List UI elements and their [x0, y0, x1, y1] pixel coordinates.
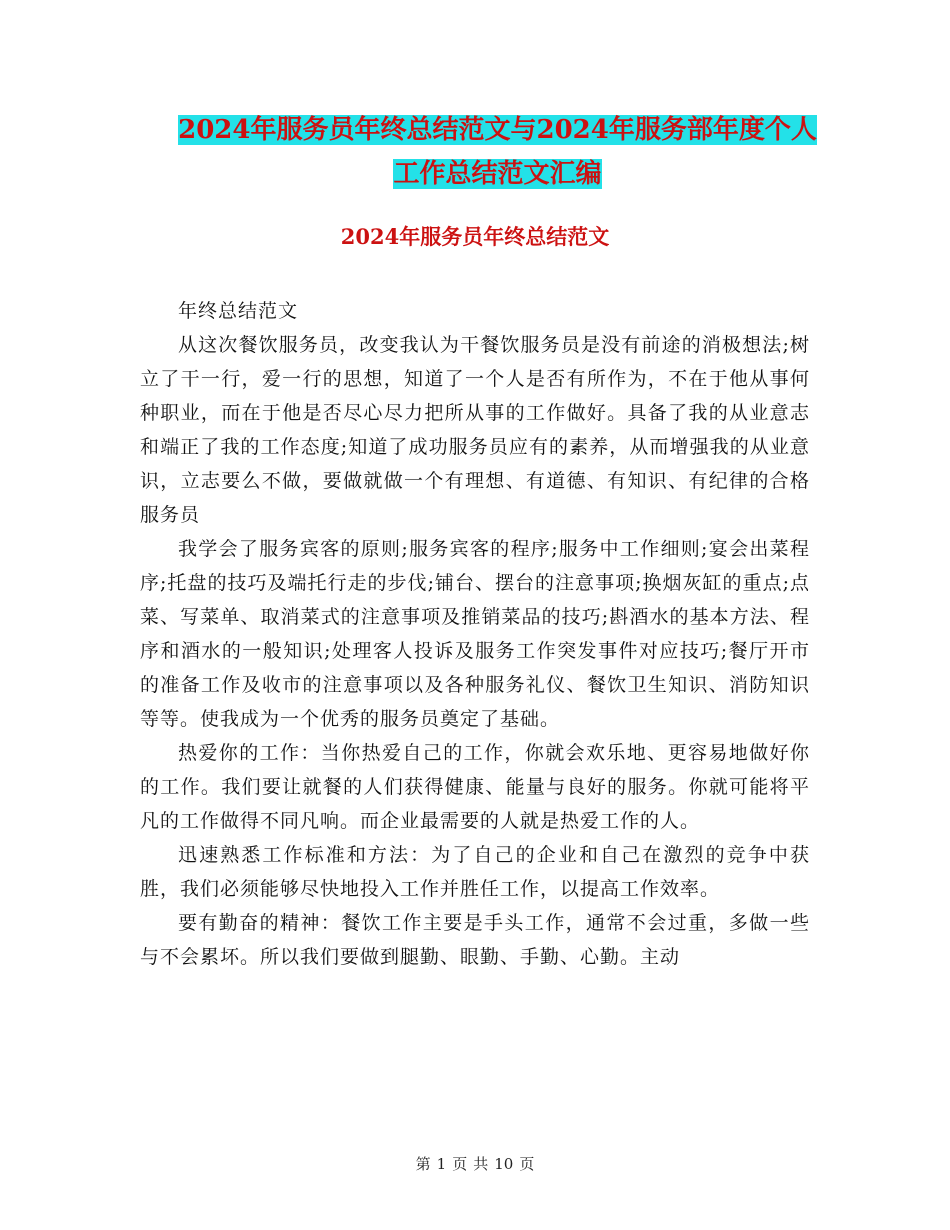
paragraph-subtitle: 年终总结范文	[178, 300, 299, 322]
footer-current-page: 1	[436, 1155, 447, 1173]
paragraph: 要有勤奋的精神：餐饮工作主要是手头工作，通常不会过重，多做一些与不会累坏。所以我们要做到腿勤、眼勤、手勤、心勤。主动	[140, 912, 810, 968]
paragraph: 迅速熟悉工作标准和方法：为了自己的企业和自己在激烈的竞争中获胜，我们必须能够尽快地投入工作并胜任工作，以提高工作效率。	[140, 844, 810, 900]
document-title	[140, 108, 855, 196]
paragraph: 热爱你的工作：当你热爱自己的工作，你就会欢乐地、更容易地做好你的工作。我们要让就餐的人们获得健康、能量与良好的服务。你就可能将平凡的工作做得不同凡响。而企业最需要的人就是热爱工作的人。	[140, 742, 810, 832]
paragraph: 从这次餐饮服务员，改变我认为干餐饮服务员是没有前途的消极想法;树立了干一行，爱一行的思想，知道了一个人是否有所作为，不在于他从事何种职业，而在于他是否尽心尽力把所从事的工作做好。具备了我的从业意志和端正了我的工作态度;知道了成功服务员应有的素养，从而增强我的从业意识，立志要么不做，要做就做一个有理想、有道德、有知识、有纪律的合格服务员	[140, 334, 810, 526]
footer-label-total: 共	[473, 1155, 489, 1173]
paragraph: 我学会了服务宾客的原则;服务宾客的程序;服务中工作细则;宴会出菜程序;托盘的技巧及端托行走的步伐;铺台、摆台的注意事项;换烟灰缸的重点;点菜、写菜单、取消菜式的注意事项及推销菜品的技巧;斟酒水的基本方法、程序和酒水的一般知识;处理客人投诉及服务工作突发事件对应技巧;餐厅开市的准备工作及收市的注意事项以及各种服务礼仪、餐饮卫生知识、消防知识等等。使我成为一个优秀的服务员奠定了基础。	[140, 538, 810, 730]
footer-total-pages: 10	[494, 1155, 514, 1173]
document-body	[140, 294, 810, 974]
section-title: 2024年服务员年终总结范文	[340, 224, 610, 249]
document-title-line-2: 工作总结范文汇编	[393, 159, 602, 189]
page-footer	[0, 1153, 950, 1174]
footer-label-page: 第	[415, 1155, 431, 1173]
document-title-line-1: 2024年服务员年终总结范文与2024年服务部年度个人	[178, 115, 817, 145]
footer-label-unit-end: 页	[519, 1155, 535, 1173]
footer-label-unit: 页	[452, 1155, 468, 1173]
